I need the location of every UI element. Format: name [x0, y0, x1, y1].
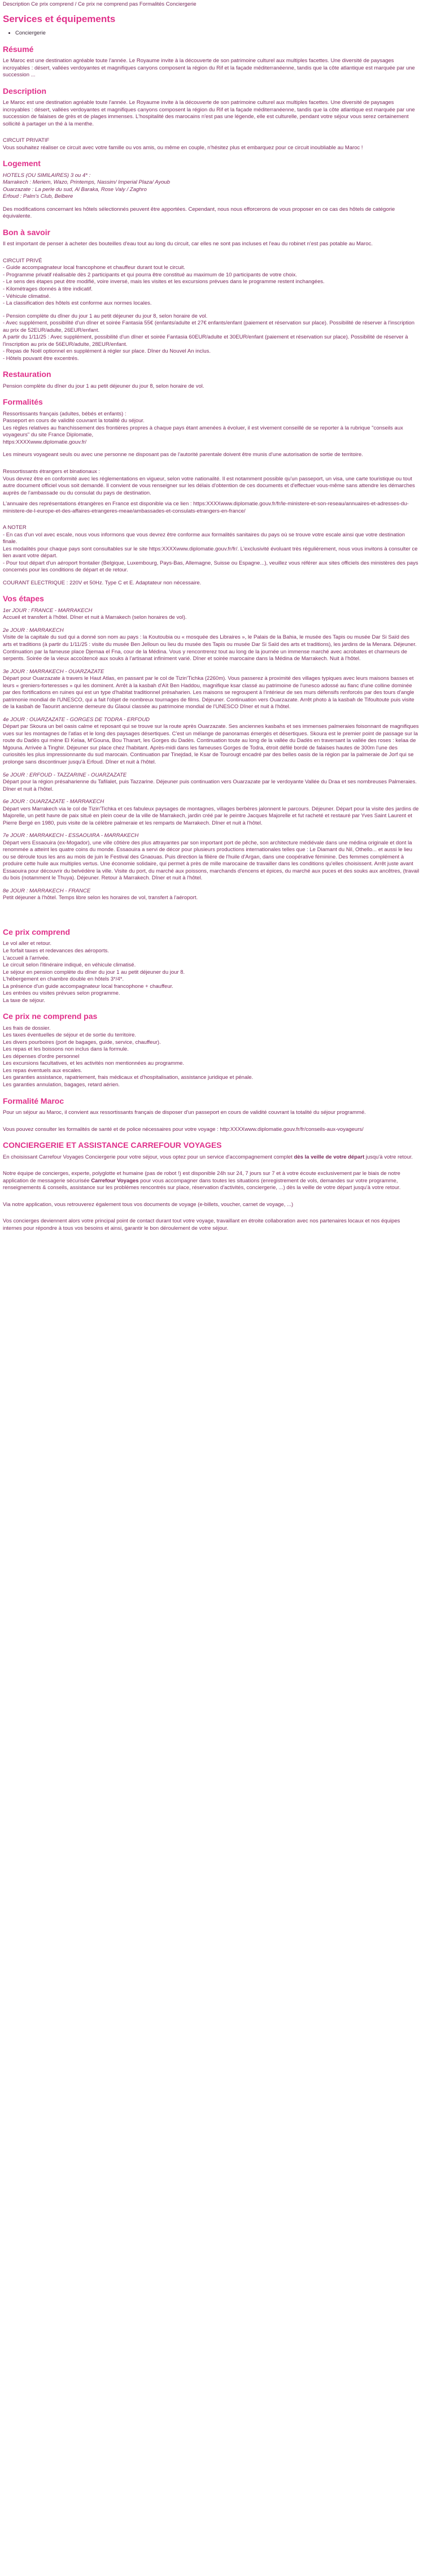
prix-comprend-item: L'accueil à l'arrivée.	[3, 955, 50, 961]
formalites-foreign: Vous devrez être en conformité avec les réglementations en vigueur, selon votre nationalité. Il est notamment possible qu'un passeport, un visa, une carte touristique ou tout autre document officiel vous soit demandé. Il convient de vous renseigner sur les délais d'obtention de ces documents et d'effectuer vous-même sans attendre les démarches auprès de l'ambassade ou du consulat du pays de destination.	[3, 475, 415, 496]
itinerary-day	[3, 772, 420, 793]
day-text: Accueil et transfert à l'hôtel. Dîner et nuit à Marrakech (selon horaires de vol).	[3, 614, 187, 621]
formalites-line: Les règles relatives au franchissement des frontières propres à chaque pays étant amenées à évoluer, il est vivement conseillé de se reporter à la rubrique "conseils aux voyageurs" du site France Diplomatie,	[3, 424, 403, 439]
bon-a-savoir-line: - Repas de Noël optionnel en supplément à régler sur place. Dîner du Nouvel An inclus.	[3, 348, 211, 355]
formalites-minors: Les mineurs voyageant seuls ou avec une personne ne disposant pas de l'autorité parentale doivent être munis d'une autorisation de sortie de territoire.	[3, 452, 363, 458]
conciergerie-p2-post: pour vous accompagner dans toutes les situations (enregistrement de vols, demandes sur votre programme, renseignements & conseils, assistance sur les problèmes rencontrés sur place, réservation d'activités, conciergerie, ...) dès la veille de votre départ jusqu'à votre retour.	[3, 1177, 401, 1191]
itinerary-day	[3, 608, 420, 622]
bon-a-savoir-line: - Hôtels pouvant être excentrés.	[3, 355, 79, 362]
itinerary-day	[3, 717, 420, 766]
day-text: Départ pour Ouarzazate à travers le Haut Atlas, en passant par le col de Tizin'Tichka (2260m). Vous passerez à proximité des villages typiques avec leurs maisons basses et leurs « greniers-forteresses » qui les dominent. Arrêt à la kasbah d'Aït Ben Haddou, magnifique ksar classé au patrimoine de l'unesco adossé au flanc d'une colline dominée par des fortifications en ruines qui est un type d'habitat traditionnel présaharien. Les maisons se regroupent à l'intérieur de ses murs défensifs renforcés par des tours d'angle patrimonie mondial de l'UNESCO, qui a fait l'objet de nombreux tournages de films. Déjeuner. Continuation vers Ouarzazate. Arrêt photo à la kasbah de Tifoultoute puis visite de la kasbah de Taourirt ancienne demeure du Glaoui classée au patrimoine mondial de l'UNESCO Dîner et nuit à l'hôtel.	[3, 675, 414, 710]
restauration-title: Restauration	[3, 370, 51, 379]
day-heading: 4e JOUR : OUARZAZATE - GORGES DE TODRA - ERFOUD	[3, 716, 150, 723]
restauration-text: Pension complète du dîner du jour 1 au petit déjeuner du jour 8, selon horaire de vol.	[3, 383, 204, 389]
formalite-maroc-link[interactable]: Vous pouvez consulter les formalités de santé et de police nécessaires pour votre voyage : http:XXXXwww.diplomatie.gouv.fr/fr/conseils-aux-voyageurs/	[3, 1126, 364, 1133]
day-text: Petit déjeuner à l'hôtel. Temps libre selon les horaires de vol, transfert à l'aéroport.	[3, 895, 198, 901]
bon-a-savoir-line: - Pension complète du dîner du jour 1 au petit déjeuner du jour 8, selon horaire de vol.	[3, 313, 208, 319]
prix-ne-comprend-item: Les divers pourboires (port de bagages, guide, service, chauffeur).	[3, 1039, 161, 1046]
formalites-note-line: - En cas d'un vol avec escale, nous vous informons que vous devrez être conforme aux formalités sanitaires du pays où se trouve votre escale ainsi que votre destination finale.	[3, 531, 405, 545]
bon-a-savoir-line: - Programme privatif réalisable dès 2 participants et qui pourra être constitué au maximum de 10 participants de votre choix.	[3, 271, 298, 278]
formalites-note-label: A NOTER	[3, 524, 27, 531]
itinerary-day	[3, 669, 420, 711]
prix-ne-comprend-item: Les garanties assistance, rapatriement, frais médicaux et d'hospitalisation, assistance juridique et pénale.	[3, 1074, 254, 1081]
breadcrumb[interactable]: Description Ce prix comprend / Ce prix ne comprend pas Formalités Conciergerie	[3, 1, 196, 7]
formalites-title: Formalités	[3, 397, 43, 407]
prix-ne-comprend-item: Les frais de dossier.	[3, 1025, 51, 1031]
etapes-title: Vos étapes	[3, 594, 44, 604]
prix-ne-comprend-list	[3, 1025, 420, 1089]
prix-comprend-item: Le circuit selon l'itinéraire indiqué, en véhicule climatisé.	[3, 962, 136, 969]
day-text: Départ vers Essaouira (ex-Mogador), une ville côtière des plus attrayantes par son important port de pêche, son architecture médiévale dans une médina originale et dont la renommée a atteint les quatre coins du monde. Essaouira a servi de décor pour plusieurs productions internationales telles que : Le Diamant du Nil, Othello... et aussi le lieu ou se déroule tous les ans au mois de juin le Festival des Gnaouas. Puis direction la filière de l'huile d'Argan, dans une coopérative féminine. Des femmes complément à produire cette huile aux multiples vertus. Une économie solidaire, qui permet à près de mille marocaine de travailler dans les conditions qu'elles choisissent. Arrêt juste avant Essaouira pour découvrir du belvédère la ville. Visite du port, du marché aux poissons, marchands d'encens et épices, du marché aux puces et des souks aux ancêtres, (travail du bois (notamment le Thuya). Déjeuner. Retour à Marrakech. Dîner et nuit à l'hôtel.	[3, 839, 420, 882]
formalites-line: Passeport en cours de validité couvrant la totalité du séjour.	[3, 418, 145, 424]
services-title: Services et équipements	[3, 13, 116, 24]
formalites-note-line: - Pour tout départ d'un aéroport frontalier (Belgique, Luxembourg, Pays-Bas, Allemagne, Suisse ou Espagne...), veuillez vous référer aux sites officiels des ministères des pays concernés pour les conditions de départ et de retour.	[3, 560, 418, 574]
prix-ne-comprend-item: Les garanties annulation, bagages, retard aérien.	[3, 1081, 120, 1088]
conciergerie-p1-post: jusqu'à votre retour.	[364, 1153, 413, 1160]
conciergerie-p3: Via notre application, vous retrouverez également tous vos documents de voyage (e-billets, voucher, carnet de voyage, ...)	[3, 1201, 294, 1208]
prix-comprend-item: Le séjour en pension complète du dîner du jour 1 au petit déjeuner du jour 8.	[3, 969, 185, 975]
day-heading: 3e JOUR : MARRAKECH - OUARZAZATE	[3, 668, 104, 675]
formalite-maroc-text: Pour un séjour au Maroc, il convient aux ressortissants français de disposer d'un passeport en cours de validité couvrant la totalité du séjour programmé.	[3, 1109, 366, 1116]
resume-text: Le Maroc est une destination agréable toute l'année. Le Royaume invite à la découverte de son patrimoine culturel aux multiples facettes. Une diversité de paysages incroyables : désert, vallées verdoyantes et magnifiques canyons composent la région du Rif et la façade méditerranéenne, tandis que la côte atlantique est marquée par une succession ...	[3, 57, 415, 79]
day-heading: 8e JOUR : MARRAKECH - FRANCE	[3, 887, 91, 894]
bon-a-savoir-line: - Véhicule climatisé.	[3, 293, 51, 300]
formalites-line: Ressortissants français (adultes, bébés et enfants) :	[3, 410, 126, 417]
formalites-foreign-link[interactable]: L'annuaire des représentations étrangères en France est disponible via ce lien : https:XXXXwww.diplomatie.gouv.fr/fr/le-ministere-et-son-reseau/annuaires-et-adresses-du-ministere-de-l-europe-et-des-affaires-etrangeres-meae/ambassades-et-consulats-etrangers-en-france/	[3, 501, 409, 514]
prix-ne-comprend-item: Les excursions facultatives, et les activités non mentionnées au programme.	[3, 1060, 185, 1067]
logement-line: Ouarzazate : La perle du sud, Al Baraka, Rose Valy / Zaghro	[3, 186, 147, 193]
conciergerie-p2	[3, 1170, 420, 1192]
formalites-current: COURANT ELECTRIQUE : 220V et 50Hz. Type C et E. Adaptateur non nécessaire.	[3, 579, 202, 586]
bon-a-savoir-line: A partir du 1/11/25 : Avec supplément, possibilité d'un dîner et soirée Fantasia 60EUR/adulte et 30EUR/enfant (paiement et réservation sur place). Possibilité de réserver à l'inscription au prix de 56EUR/adulte, 28EUR/enfant.	[3, 334, 408, 348]
bon-a-savoir-title: Bon à savoir	[3, 227, 51, 237]
day-text: Départ par Skoura un bel oasis calme et reposant qui se trouve sur la route après Ouarzazate. Ses anciennes kasbahs et ses immenses palmeraies foisonnant de magnifiques vues sur les montagnes de l'atlas et le long des paysages désertiques. C'est un mélange de panoramas émergés et désertiques. Skoura est le premier point de passage sur la route du Dadès qui mène El Kelaa, M'Gouna, Bou Tharart, les Gorges du Dadès. Continuation toute au long de la vallée du Dadès en traversant la vallée des roses : kelaa de Mgouna. Arrivée à Tinghir. Déjeuner sur place chez l'habitant. Après-midi dans les fameuses Gorges de Todra, étroit défilé bordé de falaises hautes de 300m l'une des curiosités les plus impressionnante du sud marocain. Continuation par Tinejdad, le Ksar de Tourougt encadré par des belles oasis de la région par la palmeraie de Jorf qui se prolonge sans discontinuer jusqu'à Erfoud. Dîner et nuit à l'hôtel.	[3, 723, 419, 765]
day-text: Départ pour la région présaharienne du Tafilalet, puis Tazzarine. Déjeuner puis continuation vers Ouarzazate par le verdoyante Vallée du Draa et ses nombreuses Palmeraies. Dîner et nuit à l'hôtel.	[3, 779, 417, 792]
prix-ne-comprend-title: Ce prix ne comprend pas	[3, 1012, 98, 1021]
prix-comprend-list	[3, 940, 420, 1004]
prix-comprend-item: La taxe de séjour.	[3, 997, 45, 1004]
conciergerie-p1	[3, 1154, 420, 1161]
prix-comprend-item: L'hébergement en chambre double en hôtels 3*/4*.	[3, 976, 124, 983]
itinerary	[3, 608, 420, 902]
conciergerie-p2-pre: Notre équipe de concierges, experte, polyglotte et humaine (pas de robot !) est disponible 24h sur 24, 7 jours sur 7 et à votre écoute exclusivement par le biais de notre application de messagerie sécurisée	[3, 1170, 400, 1184]
prix-ne-comprend-item: Les repas éventuels aux escales.	[3, 1067, 82, 1074]
day-heading: 1er JOUR : FRANCE - MARRAKECH	[3, 607, 93, 614]
prix-comprend-item: La présence d'un guide accompagnateur local francophone + chauffeur.	[3, 983, 173, 990]
bon-a-savoir-list	[3, 264, 420, 362]
day-heading: 2e JOUR : MARRAKECH	[3, 627, 64, 634]
conciergerie-p1-bold: dès la veille de votre départ	[294, 1153, 365, 1160]
logement-line: Marrakech : Meriem, Wazo, Printemps, Nassim/ Imperial Plaza/ Ayoub	[3, 179, 171, 186]
conciergerie-p2-bold: Carrefour Voyages	[91, 1177, 139, 1184]
bon-a-savoir-line: - Avec supplément, possibilité d'un dîner et soirée Fantasia 55€ (enfants/adulte et 27€ enfants/enfant (paiement et réservation sur place). Possibilité de réserver à l'inscription au prix de 52EUR/adulte, 26EUR/enfant.	[3, 320, 415, 333]
logement-title: Logement	[3, 159, 41, 168]
prix-comprend-item: Le vol aller et retour.	[3, 940, 52, 947]
circuit-prive-label: CIRCUIT PRIVÉ	[3, 257, 42, 264]
day-heading: 7e JOUR : MARRAKECH - ESSAOUIRA - MARRAKECH	[3, 832, 139, 839]
formalite-maroc-title: Formalité Maroc	[3, 1096, 64, 1105]
logement-line: HOTELS (OU SIMILAIRES) 3 ou 4* :	[3, 172, 91, 179]
itinerary-day	[3, 799, 420, 827]
formalites-list	[3, 411, 420, 446]
product-page	[0, 1, 422, 1253]
prix-comprend-title: Ce prix comprend	[3, 927, 71, 936]
itinerary-day	[3, 627, 420, 663]
bon-a-savoir-line: - Kilométrages donnés à titre indicatif.	[3, 286, 93, 292]
day-heading: 5e JOUR : ERFOUD - TAZZARINE - OUARZAZATE	[3, 771, 127, 778]
logement-list	[3, 172, 420, 201]
circuit-privatif-label: CIRCUIT PRIVATIF	[3, 137, 50, 144]
itinerary-day	[3, 832, 420, 882]
bon-a-savoir-line: - Guide accompagnateur local francophone et chauffeur durant tout le circuit.	[3, 264, 186, 271]
prix-comprend-item: Le forfait taxes et redevances des aéroports.	[3, 948, 109, 954]
service-item: • Conciergerie	[15, 30, 420, 37]
conciergerie-p4: Vos concierges deviennent alors votre principal point de contact durant tout votre voyage, travaillant en étroite collaboration avec nos partenaires locaux et nos équipes internes pour répondre à tous vos besoins et ainsi, garantir le bon déroulement de votre séjour.	[3, 1218, 400, 1231]
day-text: Départ vers Marrakech via le col de Tizin'Tichka et ces fabuleux paysages de montagnes, villages berbères jalonnent le parcours. Déjeuner. Départ pour la visite des jardins de Majorelle, un petit havre de paix situé en plein coeur de la ville de Marrakech, jardin créé par le peintre Jacques Majorelle et fut racheté et restauré par Yves Saint Laurent et Pierre Bergé en 1980, puis visite de la célèbre palmeraie et les remparts de Marrakech. Dîner et nuit à l'hôtel.	[3, 805, 419, 826]
logement-line: Erfoud : Palm's Club, Belbere	[3, 193, 73, 200]
formalites-note-line: Les modalités pour chaque pays sont consultables sur le site https:XXXXwww.diplomatie.gouv.fr/fr/. L'exclusivité évoluant très régulièrement, nous vous invitons à consulter ce lien avant votre départ.	[3, 545, 418, 560]
description-title: Description	[3, 86, 47, 96]
itinerary-day	[3, 888, 420, 902]
bon-a-savoir-line: - Le sens des étapes peut être modifié, voire inversé, mais les visites et les excursions prévues dans le programme restent inchangées.	[3, 279, 325, 285]
bon-a-savoir-intro: Il est important de penser à acheter des bouteilles d'eau tout au long du circuit, car elles ne sont pas incluses et l'eau du robinet n'est pas potable au Maroc.	[3, 241, 373, 248]
logement-note: Des modifications concernant les hôtels sélectionnés peuvent être apportées. Cependant, nous nous efforcerons de vous proposer en ce cas des hôtels de catégorie équivalente.	[3, 206, 395, 220]
prix-ne-comprend-item: Les taxes éventuelles de séjour et de sortie du territoire.	[3, 1032, 137, 1039]
day-text: Visite de la capitale du sud qui a donné son nom au pays : la Koutoubia ou « mosquée des Libraires », le Palais de la Bahia, le musée des Tapis ou musée Dar Si Saïd des arts et traditions (à partir du 1/11/25 : visite du musée Ben Jelloun ou lieu du musée des Tapis ou musée Dar Si Saïd des arts et traditions), les jardins de la Menara. Déjeuner. Continuation par la fameuse place Djemaa el Fna, cour de la Médina. Vous y rencontrerez tout au long de la journée un immense marché avec acrobates et charmeurs de serpents. Soirée de la vieux accoûtencé aux souks à l'artisanat infiniment varié. Dîner et soirée marocaine dans la Médina de Marrakech. Nuit à l'hôtel.	[3, 634, 417, 662]
description-text: Le Maroc est une destination agréable toute l'année. Le Royaume invite à la découverte de son patrimoine culturel aux multiples facettes. Une diversité de paysages incroyables : désert, vallées verdoyantes et magnifiques canyons composent la région du Rif et la façade méditerranéenne, tandis que la côte atlantique est marquée par une succession de falaises de grès et de plages immenses. L'hospitalité des marocains n'est pas une légende, elle est culturelle, pendant votre séjour vous serez certainement sollicité à partager un thé à la menthe.	[3, 99, 415, 127]
circuit-privatif-text: Vous souhaitez réaliser ce circuit avec votre famille ou vos amis, ou même en couple, n'hésitez plus et embarquez pour ce circuit inoubliable au Maroc !	[3, 144, 363, 151]
formalites-note-list	[3, 532, 420, 574]
formalites-link[interactable]: https:XXXXwww.diplomatie.gouv.fr/	[3, 439, 87, 445]
prix-ne-comprend-item: Les repas et les boissons non inclus dans la formule.	[3, 1046, 129, 1053]
prix-comprend-item: Les entrées ou visites prévues selon programme.	[3, 990, 120, 997]
services-list	[3, 30, 420, 37]
formalites-foreign-label: Ressortissants étrangers et binationaux :	[3, 468, 101, 475]
bon-a-savoir-line: - La classification des hôtels est conforme aux normes locales.	[3, 300, 152, 307]
resume-title: Résumé	[3, 44, 34, 54]
day-heading: 6e JOUR : OUARZAZATE - MARRAKECH	[3, 799, 104, 805]
conciergerie-p1-pre: En choisissant Carrefour Voyages Conciergerie pour votre séjour, vous optez pour un service d'accompagnement complet	[3, 1153, 294, 1160]
conciergerie-title: CONCIERGERIE ET ASSISTANCE CARREFOUR VOYAGES	[3, 1140, 222, 1150]
prix-ne-comprend-item: Les dépenses d'ordre personnel	[3, 1053, 80, 1060]
